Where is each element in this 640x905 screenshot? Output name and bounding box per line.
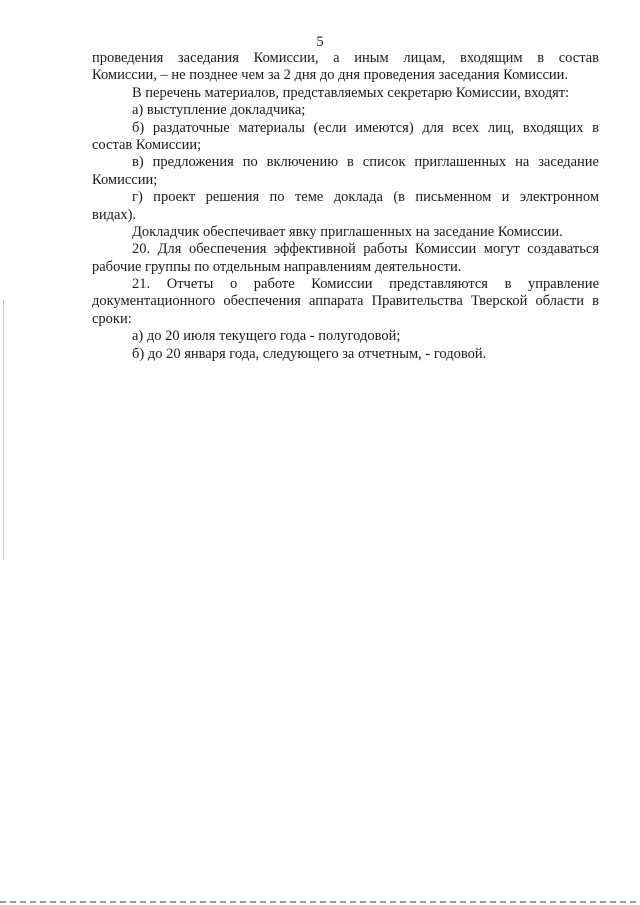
clause-20: 20. Для обеспечения эффективной работы Комиссии могут создаваться	[132, 241, 599, 258]
text-line: состав Комиссии;	[92, 136, 202, 153]
text-line: сроки:	[92, 310, 132, 327]
text-line: В перечень материалов, представляемых секретарю Комиссии, входят:	[132, 84, 570, 101]
text-line: видах).	[92, 206, 137, 223]
scan-edge-mark	[3, 300, 4, 560]
document-body	[92, 50, 599, 363]
list-item-b: б) раздаточные материалы (если имеются) для всех лиц, входящих в	[132, 119, 599, 136]
text-line: Комиссии;	[92, 171, 158, 188]
text-line: Комиссии, – не позднее чем за 2 дня до дня проведения заседания Комиссии.	[92, 67, 569, 84]
text-line: проведения заседания Комиссии, а иным лицам, входящим в состав	[92, 50, 599, 66]
text-line: рабочие группы по отдельным направлениям деятельности.	[92, 258, 462, 275]
list-item-b-deadline: б) до 20 января года, следующего за отчетным, - годовой.	[132, 345, 487, 362]
page-number: 5	[316, 34, 324, 50]
list-item-g: г) проект решения по теме доклада (в письменном и электронном	[132, 189, 599, 206]
scan-bottom-edge	[0, 901, 640, 903]
list-item-v: в) предложения по включению в список приглашенных на заседание	[132, 154, 599, 171]
text-line: документационного обеспечения аппарата Правительства Тверской области в	[92, 293, 599, 310]
text-line: Докладчик обеспечивает явку приглашенных на заседание Комиссии.	[132, 223, 563, 240]
clause-21: 21. Отчеты о работе Комиссии представляются в управление	[132, 276, 599, 293]
list-item-a-deadline: а) до 20 июля текущего года - полугодовой;	[132, 328, 401, 345]
list-item-a: а) выступление докладчика;	[132, 102, 306, 119]
